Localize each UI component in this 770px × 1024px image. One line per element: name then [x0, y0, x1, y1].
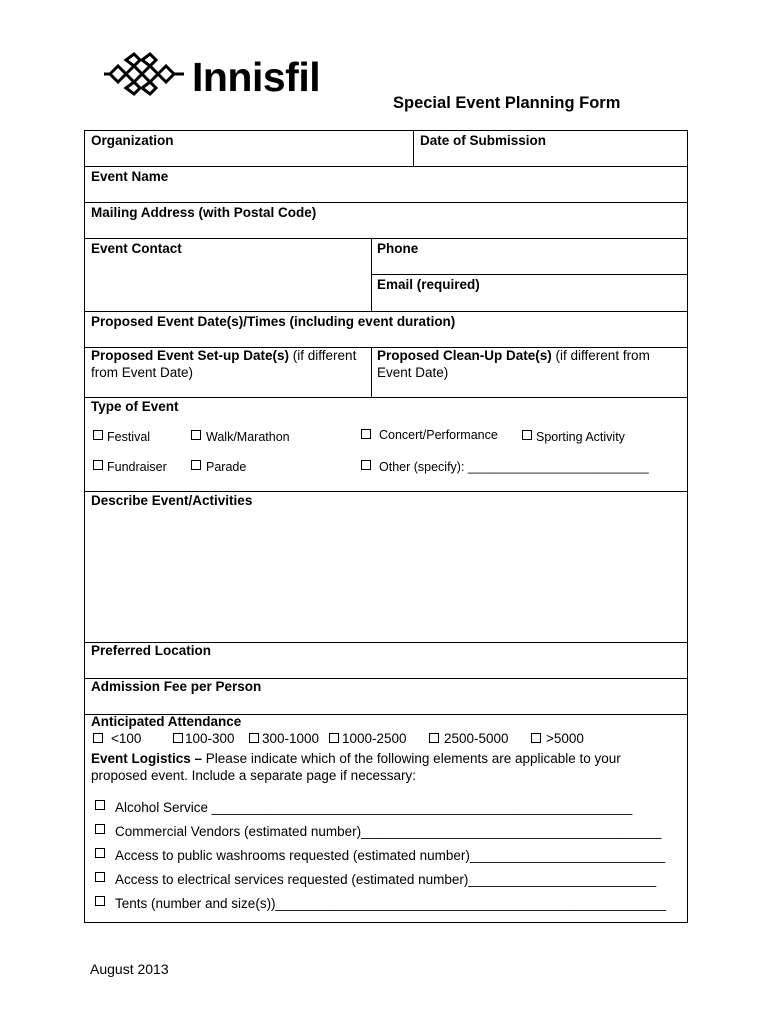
- organization-row: [85, 131, 687, 167]
- electrical-services-item: Access to electrical services requested (estimated number)_________________________: [115, 872, 657, 887]
- event-logistics-rest: Please indicate which of the following elements are applicable to your: [202, 751, 621, 766]
- describe-event-field[interactable]: [85, 492, 687, 643]
- proposed-dates-field[interactable]: [85, 312, 687, 348]
- preferred-location-field[interactable]: [85, 643, 687, 679]
- commercial-vendors-checkbox[interactable]: [95, 824, 105, 834]
- event-logistics-line2: proposed event. Include a separate page if necessary:: [91, 768, 416, 783]
- festival-option: Festival: [107, 430, 151, 444]
- event-contact-label: Event Contact: [91, 241, 182, 256]
- cleanup-label-rest: (if different from: [551, 348, 650, 363]
- date-of-submission-label: Date of Submission: [420, 133, 547, 148]
- cleanup-date-field[interactable]: [372, 348, 687, 397]
- other-checkbox[interactable]: [361, 460, 371, 470]
- fundraiser-checkbox[interactable]: [93, 460, 103, 470]
- cleanup-label-line2: Event Date): [377, 365, 449, 380]
- organization-field[interactable]: [85, 131, 413, 166]
- electrical-services-checkbox[interactable]: [95, 872, 105, 882]
- tents-item: Tents (number and size(s))____________________________________________________: [115, 896, 666, 911]
- attendance-300-1000-checkbox[interactable]: [249, 733, 259, 743]
- commercial-vendors-item: Commercial Vendors (estimated number)________________________________________: [115, 824, 662, 839]
- attendance-100-300-checkbox[interactable]: [173, 733, 183, 743]
- attendance-gt5000-option: >5000: [546, 731, 584, 746]
- event-name-field[interactable]: [85, 167, 687, 203]
- preferred-location-label: Preferred Location: [91, 643, 212, 658]
- cleanup-label: [377, 347, 650, 381]
- type-of-event-label: Type of Event: [91, 399, 179, 414]
- email-label: Email (required): [377, 277, 480, 292]
- parade-option: Parade: [206, 460, 247, 474]
- event-logistics-section: [85, 750, 687, 922]
- alcohol-service-item: Alcohol Service ________________________________________________________: [115, 800, 633, 815]
- page-title: Special Event Planning Form: [393, 94, 621, 112]
- walk-marathon-checkbox[interactable]: [191, 430, 201, 440]
- other-option: Other (specify): __________________________: [379, 460, 649, 474]
- attendance-1000-2500-checkbox[interactable]: [329, 733, 339, 743]
- attendance-gt5000-checkbox[interactable]: [531, 733, 541, 743]
- date-of-submission-field[interactable]: [414, 131, 687, 166]
- admission-fee-field[interactable]: [85, 679, 687, 715]
- fundraiser-option: Fundraiser: [107, 460, 167, 474]
- phone-field[interactable]: [372, 239, 687, 275]
- event-name-label: Event Name: [91, 169, 169, 184]
- contact-row: [85, 239, 687, 312]
- proposed-dates-label: Proposed Event Date(s)/Times (including event duration): [91, 314, 456, 329]
- setup-date-field[interactable]: [85, 348, 371, 397]
- concert-performance-checkbox[interactable]: [361, 429, 371, 439]
- attendance-2500-5000-option: 2500-5000: [444, 731, 509, 746]
- walk-marathon-option: Walk/Marathon: [206, 430, 290, 444]
- setup-label: [91, 347, 356, 381]
- type-of-event-section: [85, 398, 687, 492]
- sporting-activity-checkbox[interactable]: [522, 430, 532, 440]
- attendance-lt100-checkbox[interactable]: [93, 733, 103, 743]
- mailing-address-label: Mailing Address (with Postal Code): [91, 205, 317, 220]
- event-logistics-label: [91, 750, 621, 784]
- setup-label-line2: from Event Date): [91, 365, 194, 380]
- event-planning-form: [84, 130, 688, 923]
- public-washrooms-item: Access to public washrooms requested (estimated number)__________________________: [115, 848, 666, 863]
- mailing-address-field[interactable]: [85, 203, 687, 239]
- describe-event-label: Describe Event/Activities: [91, 493, 253, 508]
- sporting-activity-option: Sporting Activity: [536, 430, 625, 444]
- anticipated-attendance-label: Anticipated Attendance: [91, 714, 242, 729]
- attendance-lt100-option: <100: [111, 731, 142, 746]
- innisfil-logo: [104, 52, 334, 104]
- event-contact-field[interactable]: [85, 239, 371, 311]
- event-logistics-bold: Event Logistics –: [91, 751, 203, 766]
- attendance-300-1000-option: 300-1000: [262, 731, 320, 746]
- parade-checkbox[interactable]: [191, 460, 201, 470]
- phone-label: Phone: [377, 241, 419, 256]
- email-field[interactable]: [372, 275, 687, 311]
- setup-label-bold: Proposed Event Set-up Date(s): [91, 348, 290, 363]
- public-washrooms-checkbox[interactable]: [95, 848, 105, 858]
- attendance-100-300-option: 100-300: [185, 731, 235, 746]
- cleanup-label-bold: Proposed Clean-Up Date(s): [377, 348, 552, 363]
- setup-label-rest: (if different: [289, 348, 357, 363]
- organization-label: Organization: [91, 133, 174, 148]
- innisfil-star-icon: [104, 52, 190, 104]
- festival-checkbox[interactable]: [93, 430, 103, 440]
- admission-fee-label: Admission Fee per Person: [91, 679, 262, 694]
- alcohol-service-checkbox[interactable]: [95, 800, 105, 810]
- setup-cleanup-row: [85, 348, 687, 398]
- logo-wordmark: Innisfil: [192, 54, 321, 100]
- footer-date: August 2013: [90, 961, 169, 977]
- tents-checkbox[interactable]: [95, 896, 105, 906]
- attendance-2500-5000-checkbox[interactable]: [429, 733, 439, 743]
- anticipated-attendance-section: [85, 715, 687, 750]
- attendance-1000-2500-option: 1000-2500: [342, 731, 407, 746]
- concert-performance-option: Concert/Performance: [379, 428, 498, 442]
